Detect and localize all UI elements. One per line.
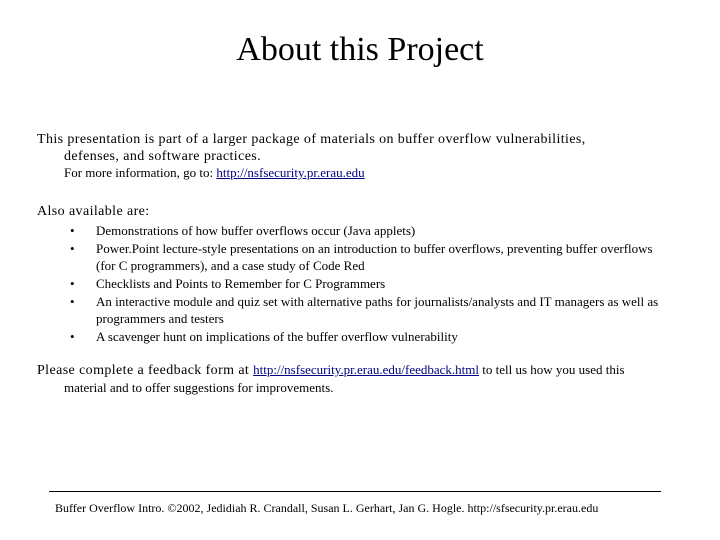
- feedback-link[interactable]: http://nsfsecurity.pr.erau.edu/feedback.html: [253, 362, 479, 377]
- bullet-icon: •: [70, 223, 75, 238]
- resource-list: [70, 222, 670, 346]
- feedback-prefix: Please complete a feedback form at: [37, 363, 254, 378]
- project-link[interactable]: http://nsfsecurity.pr.erau.edu: [216, 165, 365, 180]
- list-item: • Demonstrations of how buffer overflows occur (Java applets): [70, 223, 416, 238]
- slide-title: About this Project: [236, 31, 484, 68]
- list-item: • Checklists and Points to Remember for C Programmers: [70, 276, 386, 291]
- bullet-icon: •: [70, 294, 75, 309]
- bullet-icon: •: [70, 241, 75, 256]
- feedback-line-2: material and to offer suggestions for improvements.: [64, 380, 334, 395]
- bullet-icon: •: [70, 276, 75, 291]
- feedback-line-1: [37, 361, 697, 379]
- list-item: • An interactive module and quiz set with alternative paths for journalists/analysts and IT managers as well as programmers and testers: [70, 294, 659, 326]
- list-item: • Power.Point lecture-style presentations on an introduction to buffer overflows, preventing buffer overflows (for C programmers), and a case study of Code Red: [70, 241, 653, 273]
- intro-line-2: defenses, and software practices.: [64, 149, 262, 164]
- more-info-label: For more information, go to:: [64, 165, 217, 180]
- intro-paragraph: [37, 131, 687, 165]
- more-info: [64, 165, 365, 181]
- feedback-suffix: to tell us how you used this: [479, 362, 625, 377]
- bullet-icon: •: [70, 329, 75, 344]
- footer-credits: Buffer Overflow Intro. ©2002, Jedidiah R. Crandall, Susan L. Gerhart, Jan G. Hogle. http://sfsecurity.pr.erau.edu: [55, 501, 599, 515]
- intro-line-1: This presentation is part of a larger package of materials on buffer overflow vulnerabilities,: [37, 132, 586, 147]
- footer-divider: [49, 491, 661, 492]
- list-item: • A scavenger hunt on implications of the buffer overflow vulnerability: [70, 329, 458, 344]
- feedback-paragraph: [37, 361, 697, 396]
- also-available-heading: Also available are:: [37, 204, 150, 219]
